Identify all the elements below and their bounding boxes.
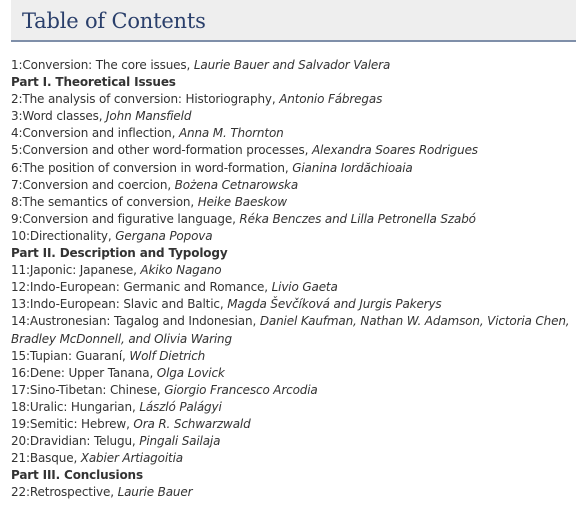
- chapter-number: 18: [11, 399, 26, 414]
- chapter-authors: Giorgio Francesco Arcodia: [164, 382, 318, 397]
- chapter-title[interactable]: Indo-European: Germanic and Romance: [29, 280, 265, 295]
- chapter-number: 15: [11, 348, 26, 363]
- toc-chapter: 13:Indo-European: Slavic and Baltic, Magda Ševčíková and Jurgis Pakerys: [11, 297, 442, 312]
- toc-chapter: 11:Japonic: Japanese, Akiko Nagano: [11, 263, 222, 278]
- chapter-title[interactable]: Conversion and coercion: [22, 177, 168, 192]
- chapter-authors: Olga Lovick: [156, 365, 225, 380]
- chapter-title[interactable]: Tupian: Guaraní: [29, 348, 123, 363]
- toc-chapter: 10:Directionality, Gergana Popova: [11, 228, 213, 243]
- chapter-number: 16: [11, 365, 26, 380]
- chapter-number: 14: [11, 314, 26, 329]
- chapter-number: 5: [11, 143, 19, 158]
- chapter-title[interactable]: Conversion and inflection: [22, 126, 172, 141]
- chapter-title[interactable]: The semantics of conversion: [22, 194, 191, 209]
- chapter-authors: Pingali Sailaja: [139, 434, 221, 449]
- toc-chapter: 19:Semitic: Hebrew, Ora R. Schwarzwald: [11, 416, 251, 431]
- chapter-number: 17: [11, 382, 26, 397]
- chapter-number: 3: [11, 109, 19, 124]
- chapter-number: 20: [11, 434, 26, 449]
- chapter-title[interactable]: The position of conversion in word-formation: [22, 160, 285, 175]
- chapter-title[interactable]: Sino-Tibetan: Chinese: [29, 382, 157, 397]
- toc-chapter: 4:Conversion and inflection, Anna M. Thornton: [11, 126, 284, 141]
- chapter-title[interactable]: Japonic: Japanese: [29, 263, 134, 278]
- chapter-title[interactable]: Conversion and other word-formation processes: [22, 143, 305, 158]
- chapter-authors: Laurie Bauer and Salvador Valera: [193, 58, 391, 72]
- toc-chapter: 15:Tupian: Guaraní, Wolf Dietrich: [11, 348, 206, 363]
- chapter-number: 8: [11, 194, 19, 209]
- toc-chapter: 21:Basque, Xabier Artiagoitia: [11, 451, 183, 466]
- toc-chapter: 7:Conversion and coercion, Bożena Cetnarowska: [11, 177, 299, 192]
- page-title: Table of Contents: [22, 9, 206, 33]
- chapter-authors: László Palágyi: [139, 399, 222, 414]
- chapter-title[interactable]: Semitic: Hebrew: [29, 416, 127, 431]
- toc-chapter: 20:Dravidian: Telugu, Pingali Sailaja: [11, 434, 221, 449]
- chapter-title[interactable]: Indo-European: Slavic and Baltic: [29, 297, 220, 312]
- chapter-number: 9: [11, 211, 19, 226]
- chapter-title[interactable]: Austronesian: Tagalog and Indonesian: [29, 314, 253, 329]
- chapter-title[interactable]: Directionality: [29, 228, 108, 243]
- chapter-title[interactable]: The analysis of conversion: Historiography: [22, 92, 272, 107]
- chapter-number: 21: [11, 451, 26, 466]
- toc-part-heading: Part III. Conclusions: [11, 468, 143, 483]
- chapter-number: 2: [11, 92, 19, 107]
- chapter-number: 22: [11, 485, 26, 500]
- toc-list: [11, 57, 573, 501]
- toc-chapter: 8:The semantics of conversion, Heike Baeskow: [11, 194, 287, 209]
- chapter-number: 13: [11, 297, 26, 312]
- chapter-authors: Laurie Bauer: [117, 485, 193, 500]
- chapter-number: 7: [11, 177, 19, 192]
- toc-chapter: 2:The analysis of conversion: Historiography, Antonio Fábregas: [11, 92, 383, 107]
- toc-chapter: 16:Dene: Upper Tanana, Olga Lovick: [11, 365, 225, 380]
- toc-chapter: 5:Conversion and other word-formation processes, Alexandra Soares Rodrigues: [11, 143, 478, 158]
- chapter-authors: Xabier Artiagoitia: [80, 451, 183, 466]
- chapter-authors: Wolf Dietrich: [129, 348, 206, 363]
- chapter-title[interactable]: Conversion: The core issues: [22, 58, 187, 72]
- chapter-authors: Magda Ševčíková and Jurgis Pakerys: [227, 297, 442, 312]
- chapter-number: 1: [11, 58, 19, 72]
- toc-chapter: 18:Uralic: Hungarian, László Palágyi: [11, 399, 222, 414]
- chapter-authors: Livio Gaeta: [271, 280, 338, 295]
- chapter-title[interactable]: Conversion and figurative language: [22, 211, 233, 226]
- toc-part-heading: Part II. Description and Typology: [11, 246, 228, 261]
- chapter-authors: Réka Benczes and Lilla Petronella Szabó: [239, 211, 476, 226]
- toc-chapter: 22:Retrospective, Laurie Bauer: [11, 485, 193, 500]
- chapter-number: 19: [11, 416, 26, 431]
- chapter-number: 11: [11, 263, 26, 278]
- toc-chapter: 1:Conversion: The core issues, Laurie Bauer and Salvador Valera: [11, 58, 391, 72]
- chapter-authors: Bożena Cetnarowska: [174, 177, 299, 192]
- chapter-authors: Gergana Popova: [115, 228, 213, 243]
- chapter-title[interactable]: Basque: [29, 451, 74, 466]
- chapter-title[interactable]: Uralic: Hungarian: [29, 399, 132, 414]
- chapter-authors: Heike Baeskow: [197, 194, 287, 209]
- chapter-authors: Antonio Fábregas: [279, 92, 383, 107]
- chapter-authors: Anna M. Thornton: [178, 126, 284, 141]
- chapter-number: 12: [11, 280, 26, 295]
- chapter-authors: Ora R. Schwarzwald: [133, 416, 251, 431]
- chapter-title[interactable]: Dene: Upper Tanana: [29, 365, 150, 380]
- toc-chapter: 14:Austronesian: Tagalog and Indonesian, Daniel Kaufman, Nathan W. Adamson, Victoria Chen, Bradley McDonnell, and Olivia Waring: [11, 314, 570, 346]
- toc-chapter: 17:Sino-Tibetan: Chinese, Giorgio Francesco Arcodia: [11, 382, 318, 397]
- chapter-number: 4: [11, 126, 19, 141]
- chapter-title[interactable]: Word classes: [22, 109, 99, 124]
- chapter-authors: Daniel Kaufman, Nathan W. Adamson, Victoria Chen, Bradley McDonnell, and Olivia Waring: [11, 314, 570, 346]
- toc-header: [11, 0, 576, 42]
- chapter-authors: John Mansfield: [106, 109, 192, 124]
- chapter-authors: Gianina Iordăchioaia: [292, 160, 413, 175]
- chapter-number: 10: [11, 228, 26, 243]
- chapter-title[interactable]: Dravidian: Telugu: [29, 434, 132, 449]
- chapter-number: 6: [11, 160, 19, 175]
- toc-part-heading: Part I. Theoretical Issues: [11, 75, 176, 90]
- toc-chapter: 12:Indo-European: Germanic and Romance, Livio Gaeta: [11, 280, 338, 295]
- toc-chapter: 3:Word classes, John Mansfield: [11, 109, 192, 124]
- chapter-authors: Akiko Nagano: [140, 263, 222, 278]
- toc-chapter: 6:The position of conversion in word-formation, Gianina Iordăchioaia: [11, 160, 413, 175]
- toc-chapter: 9:Conversion and figurative language, Réka Benczes and Lilla Petronella Szabó: [11, 211, 476, 226]
- chapter-authors: Alexandra Soares Rodrigues: [311, 143, 478, 158]
- chapter-title[interactable]: Retrospective: [29, 485, 111, 500]
